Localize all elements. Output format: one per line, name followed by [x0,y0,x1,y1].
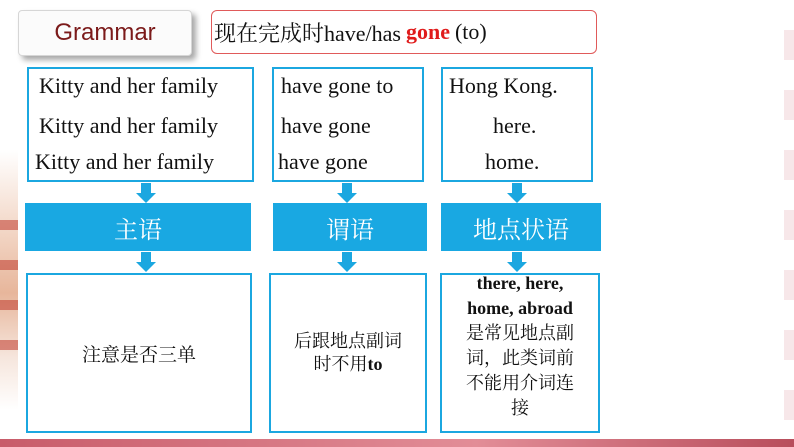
subject-sentence-box [27,67,254,182]
predicate-line-1: have gone to [281,73,394,98]
subject-line-3: Kitty and her family [35,149,215,174]
adverbial-note-cn-3: 不能用介词连 [466,373,574,394]
subject-line-2: Kitty and her family [39,113,219,138]
down-arrow-icon [136,252,156,272]
down-arrow-icon [337,183,357,203]
predicate-note-line-2: 时不用to [313,354,383,375]
subject-line-1: Kitty and her family [39,73,219,98]
adverbial-note-cn-4: 接 [511,398,529,419]
predicate-line-2: have gone [281,113,371,138]
lesson-title [211,10,597,54]
predicate-note-line-1: 后跟地点副词 [294,331,402,352]
predicate-sentence-box [272,67,424,182]
down-arrow-icon [507,183,527,203]
grammar-label: Grammar [18,10,192,56]
subject-bar: 主语 [25,203,251,251]
right-decoration [784,0,794,447]
bottom-decoration-bar [0,439,794,447]
adverbial-note-box [440,273,600,433]
adverbial-line-3: home. [485,149,540,174]
predicate-bar: 谓语 [273,203,427,251]
down-arrow-icon [337,252,357,272]
adverbial-line-2: here. [493,113,537,138]
left-decoration [0,150,18,410]
adverbial-bar: 地点状语 [441,203,601,251]
adverbial-note-en-2: home, abroad [467,298,573,318]
adverbial-note-cn-1: 是常见地点副 [466,323,574,344]
down-arrow-icon [507,252,527,272]
predicate-note-box [269,273,427,433]
predicate-line-3: have gone [278,149,368,174]
subject-note: 注意是否三单 [81,343,196,366]
title-prefix: 现在完成时have/has [214,20,401,46]
adverbial-sentence-box [441,67,593,182]
adverbial-note-cn-2: 词，此类词前 [466,348,574,369]
subject-note-box [26,273,252,433]
adverbial-note-en-1: there, here, [476,273,564,293]
title-suffix: (to) [454,19,487,44]
down-arrow-icon [136,183,156,203]
title-highlight: gone [405,19,450,44]
adverbial-line-1: Hong Kong. [449,73,558,98]
